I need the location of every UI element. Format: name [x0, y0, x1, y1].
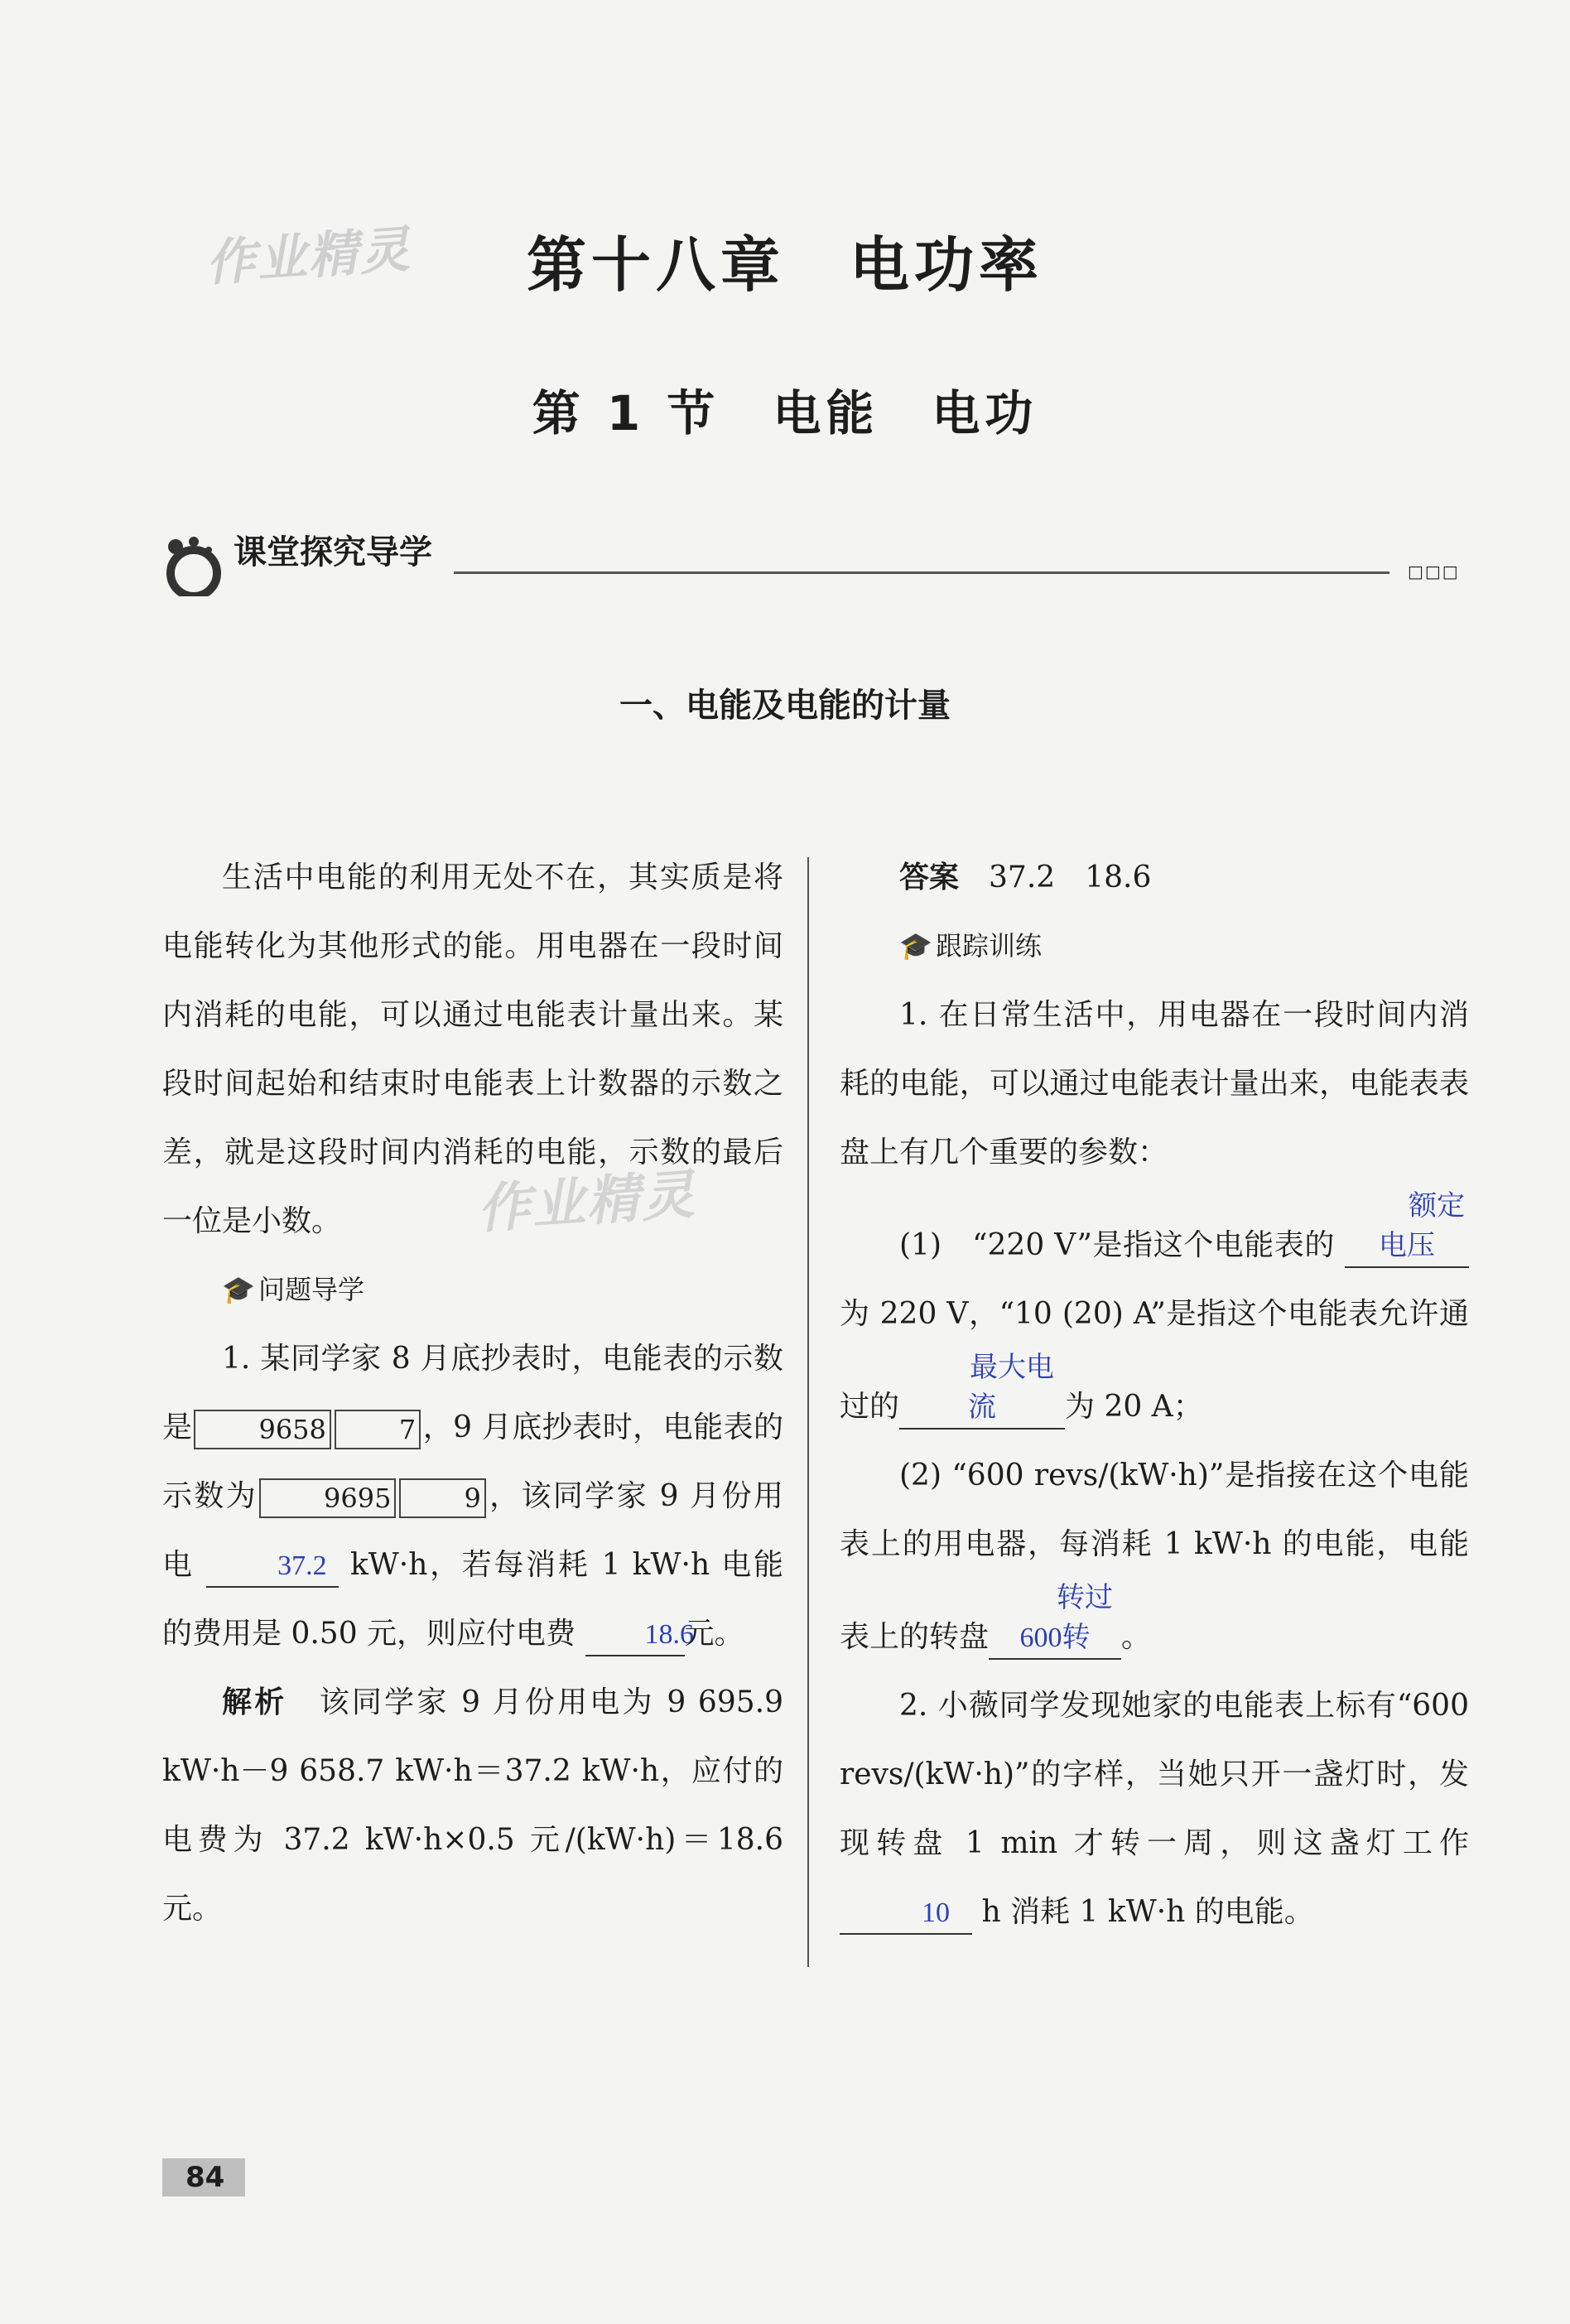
watermark: 作业精灵: [475, 1164, 698, 1242]
analysis-paragraph: [162, 1668, 783, 1943]
q1-text-b: ，9 月底抄表时，电能表的示数为: [162, 1410, 783, 1513]
banner-squares: □□□: [1408, 562, 1460, 581]
training-1-intro: 1. 在日常生活中，用电器在一段时间内消耗的电能，可以通过电能表计量出来，电能表表盘上有几个重要的参数：: [840, 998, 1469, 1169]
page-number: 84: [162, 2158, 245, 2196]
question-1: [162, 1324, 783, 1668]
analysis-label: 解析: [222, 1685, 287, 1719]
banner-rule: [454, 571, 1389, 574]
t1-p2-text-b: 。: [1121, 1620, 1152, 1654]
meter-reading-2-dec: 9: [399, 1478, 485, 1518]
chapter-title: 第十八章 电功率: [526, 229, 1043, 300]
training-1-part-2: [840, 1441, 1469, 1671]
graduation-cap-icon: 🎓: [899, 930, 932, 962]
tracking-training-label: 跟踪训练: [936, 930, 1043, 962]
banner-circle-icon: [159, 530, 234, 596]
answer-values: 37.2 18.6: [989, 861, 1152, 894]
left-column: [162, 843, 783, 1943]
t1-p2-text-a: (2) “600 revs/(kW·h)”是指接在这个电能表上的用电器，每消耗 1 kW·h 的电能，电能表上的转盘: [840, 1459, 1469, 1654]
answer-blank-energy: 37.2: [206, 1546, 339, 1588]
answer-blank-hours: 10: [840, 1893, 972, 1935]
section-title: 第 1 节 电能 电功: [532, 385, 1038, 441]
answer-blank-rated-voltage: 额定电压: [1345, 1187, 1469, 1268]
q1-text-d: kW·h，若每消耗 1 kW·h 电能的费用是 0.50 元，则应付电费: [162, 1548, 783, 1651]
subheading: 一、电能及电能的计量: [619, 687, 951, 725]
t2-text-b: h 消耗 1 kW·h 的电能。: [981, 1895, 1314, 1929]
right-column: [840, 843, 1469, 1946]
intro-paragraph: 生活中电能的利用无处不在，其实质是将电能转化为其他形式的能。用电器在一段时间内消耗的电能，可以通过电能表计量出来。某段时间起始和结束时电能表上计数器的示数之差，就是这段时间内消耗的电能，示数的最后一位是小数。: [162, 861, 783, 1238]
answer-blank-revolutions: 转过600转: [989, 1579, 1121, 1660]
q1-text-a: 1. 某同学家 8 月底抄表时，电能表的示数是: [162, 1342, 783, 1444]
t1-p1-text-c: 为 20 A；: [1065, 1390, 1203, 1424]
meter-reading-1-dec: 7: [335, 1410, 421, 1449]
question-guide-label: 问题导学: [258, 1274, 365, 1305]
column-divider: [807, 857, 809, 1967]
training-1-part-1: [840, 1187, 1469, 1441]
q1-text-e: 元。: [684, 1617, 744, 1651]
watermark: 作业精灵: [204, 220, 413, 293]
answer-label: 答案: [899, 861, 960, 894]
t1-p1-text-a: (1) “220 V”是指这个电能表的: [899, 1228, 1335, 1262]
meter-reading-1-int: 9658: [194, 1410, 330, 1449]
tracking-training-heading: [899, 912, 1469, 981]
training-2: [840, 1671, 1469, 1946]
banner-title: 课堂探究导学: [234, 533, 432, 571]
answer-line: [840, 843, 1469, 912]
meter-reading-2-int: 9695: [259, 1478, 396, 1518]
question-guide-heading: [222, 1256, 783, 1324]
q1-text-c: ，该同学家 9 月份用电: [162, 1479, 783, 1582]
analysis-text: 该同学家 9 月份用电为 9 695.9 kW·h－9 658.7 kW·h＝37.2 kW·h，应付的电费为 37.2 kW·h×0.5 元/(kW·h)＝18.6 元。: [162, 1685, 783, 1926]
answer-blank-cost: 18.6: [585, 1615, 685, 1656]
t2-text-a: 2. 小薇同学发现她家的电能表上标有“600 revs/(kW·h)”的字样，当她只开一盏灯时，发现转盘 1 min 才转一周，则这盏灯工作: [840, 1689, 1469, 1860]
t1-p1-text-b: 为 220 V，“10 (20) A”是指这个电能表允许通过的: [840, 1297, 1469, 1424]
graduation-cap-icon: 🎓: [222, 1274, 255, 1305]
answer-blank-max-current: 最大电流: [899, 1348, 1065, 1430]
